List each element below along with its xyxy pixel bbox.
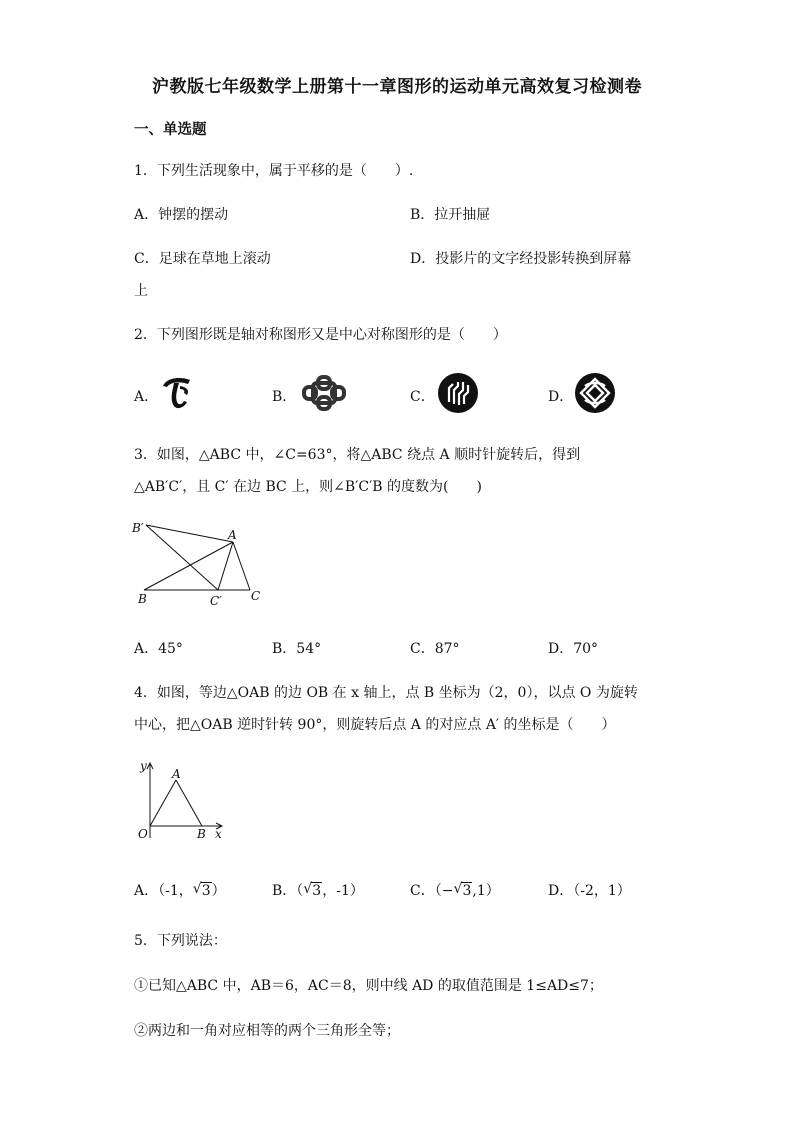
q3-label-b: B [138, 592, 147, 606]
sqrt-symbol: √ 3 [303, 881, 322, 899]
q4-option-a[interactable] [134, 880, 226, 900]
q4-label-y: y [140, 759, 147, 773]
q1-option-a[interactable]: A．钟摆的摆动 [134, 207, 229, 223]
q4-segment-o-a [150, 780, 176, 826]
q4-label-x: x [215, 827, 222, 841]
q4-stem-line2: 中心，把△OAB 逆时针转 90°，则旋转后点 A 的对应点 A′ 的坐标是（ ） [134, 717, 616, 733]
q3-segment-a-c [233, 542, 250, 590]
document-title: 沪教版七年级数学上册第十一章图形的运动单元高效复习检测卷 [152, 77, 642, 97]
q4-option-d[interactable]: D．（-2，1） [548, 883, 631, 899]
q4-option-a-prefix: A．（-1， [134, 883, 193, 899]
sqrt-symbol: √ 3 [453, 881, 472, 899]
knot-logo-icon [298, 373, 350, 413]
telecom-logo-icon [160, 374, 194, 412]
q4-option-a-radicand: 3 [201, 883, 211, 899]
q2-option-d[interactable]: D． [548, 389, 574, 405]
q5-item-2: ②两边和一角对应相等的两个三角形全等； [134, 1023, 400, 1039]
q3-label-bprime: B′ [132, 521, 144, 535]
q2-option-b[interactable]: B． [272, 389, 297, 405]
q4-stem-line1: 4．如图，等边△OAB 的边 OB 在 x 轴上，点 B 坐标为（2，0），以点 O 为旋转 [134, 685, 638, 701]
q2-stem: 2．下列图形既是轴对称图形又是中心对称图形的是（ ） [134, 327, 507, 343]
q3-label-a: A [228, 528, 237, 542]
q3-option-d[interactable]: D．70° [548, 641, 599, 657]
q4-option-c-radicand: 3 [462, 883, 472, 899]
q4-label-o: O [138, 827, 148, 841]
circle-stripes-logo-icon [437, 372, 479, 414]
q3-label-c: C [251, 589, 261, 603]
q3-segment-bprime-cprime [146, 525, 218, 590]
q2-option-c[interactable]: C． [410, 389, 435, 405]
q4-option-a-suffix: ） [211, 883, 226, 899]
q4-label-a: A [172, 767, 181, 781]
q4-option-b[interactable] [272, 880, 364, 900]
q3-segment-a-b [144, 542, 233, 590]
q1-option-d[interactable]: D．投影片的文字经投影转换到屏幕 [410, 251, 632, 267]
q4-option-b-prefix: B．（ [272, 883, 304, 899]
q3-segment-bprime-a [146, 525, 233, 542]
sqrt-symbol: √ 3 [192, 881, 211, 899]
q3-stem-line1: 3．如图，△ABC 中，∠C=63°，将△ABC 绕点 A 顺时针旋转后，得到 [134, 447, 581, 463]
mobile-logo-icon [574, 372, 616, 414]
q3-option-a[interactable]: A．45° [134, 641, 183, 657]
q1-stem: 1．下列生活现象中，属于平移的是（ ）. [134, 163, 414, 179]
q5-item-1: ①已知△ABC 中，AB＝6，AC＝8，则中线 AD 的取值范围是 1≤AD≤7； [134, 978, 603, 994]
q4-segment-a-b [176, 780, 202, 826]
q4-label-b: B [197, 827, 206, 841]
q3-label-cprime: C′ [210, 594, 222, 608]
q1-option-d-continued: 上 [134, 283, 148, 299]
q5-stem: 5．下列说法： [134, 933, 227, 949]
q4-option-c-suffix: ,1） [472, 883, 500, 899]
q1-option-c[interactable]: C．足球在草地上滚动 [134, 251, 271, 267]
q4-option-c[interactable] [410, 880, 500, 900]
q3-stem-line2: △AB′C′，且 C′ 在边 BC 上，则∠B′C′B 的度数为( ) [134, 479, 482, 495]
q3-option-b[interactable]: B．54° [272, 641, 322, 657]
q4-option-b-suffix: ，-1） [322, 883, 364, 899]
q1-option-b[interactable]: B．拉开抽屉 [410, 207, 491, 223]
q3-triangle-figure [130, 515, 270, 610]
section-heading: 一、单选题 [134, 121, 207, 138]
q4-coordinate-figure [130, 758, 230, 848]
q4-option-b-radicand: 3 [312, 883, 322, 899]
q4-option-c-prefix: C．（− [410, 883, 454, 899]
q2-option-a[interactable]: A． [134, 389, 159, 405]
q3-option-c[interactable]: C．87° [410, 641, 460, 657]
